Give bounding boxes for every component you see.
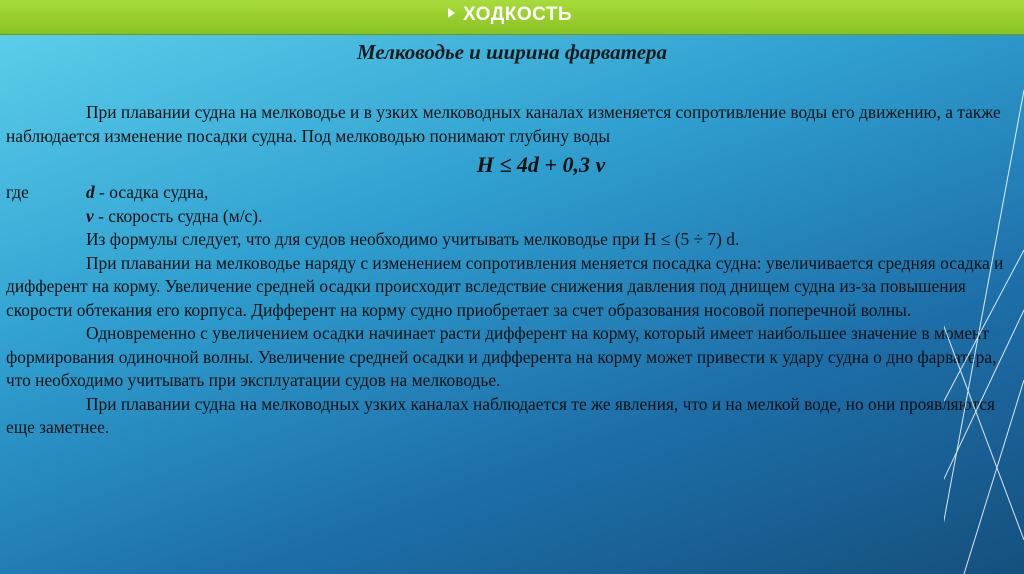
definition-d xyxy=(86,181,208,205)
definition-text-v: - скорость судна (м/с). xyxy=(93,205,263,226)
definition-symbol-v: v xyxy=(86,205,94,226)
definition-text-d: - осадка судна, xyxy=(94,182,209,202)
header-bar xyxy=(0,0,1024,35)
definition-row-d xyxy=(6,181,1006,205)
intro-paragraph: При плавании судна на мелководье и в узких мелководных каналах изменяется сопротивление воды его движению, а также наблюдается изменение посадки судна. Под мелководью понимают глубину воды xyxy=(6,102,1001,146)
decorative-lines xyxy=(944,0,1024,574)
triangle-bullet-icon xyxy=(448,8,455,18)
paragraph-1: Из формулы следует, что для судов необходимо учитывать мелководье при H ≤ (5 ÷ 7) d. xyxy=(86,229,740,249)
slide-title-text: ХОДКОСТЬ xyxy=(463,4,573,25)
content-body xyxy=(6,101,1006,440)
slide-subtitle: Мелководье и ширина фарватера xyxy=(356,40,668,64)
definition-row-v xyxy=(6,205,1006,229)
paragraph-4: При плавании судна на мелководных узких каналах наблюдается те же явления, что и на мелкой воде, но они проявляются еще заметнее. xyxy=(6,393,995,437)
slide-title xyxy=(448,4,572,26)
formula: H ≤ 4d + 0,3 v xyxy=(476,152,606,177)
paragraph-3: Одновременно с увеличением осадки начинает расти дифферент на корму, который имеет наибольшее значение в момент формирования одиночной волны. Увеличение средней осадки и дифферента на корму может привести к удару судна о дно фарватера, что необходимо учитывать при эксплуатации судов на мелководье. xyxy=(6,323,997,390)
definition-symbol-d: d xyxy=(86,182,95,202)
where-label: где xyxy=(6,182,29,202)
paragraph-2: При плавании на мелководье наряду с изменением сопротивления меняется посадка судна: увеличивается средняя осадка и дифферент на корму. Увеличение средней осадки происходит вследствие снижения давления под днищем судна из-за повышения скорости обтекания его корпуса. Дифферент на корму судно приобретает за счет образования носовой поперечной волны. xyxy=(6,252,1004,320)
